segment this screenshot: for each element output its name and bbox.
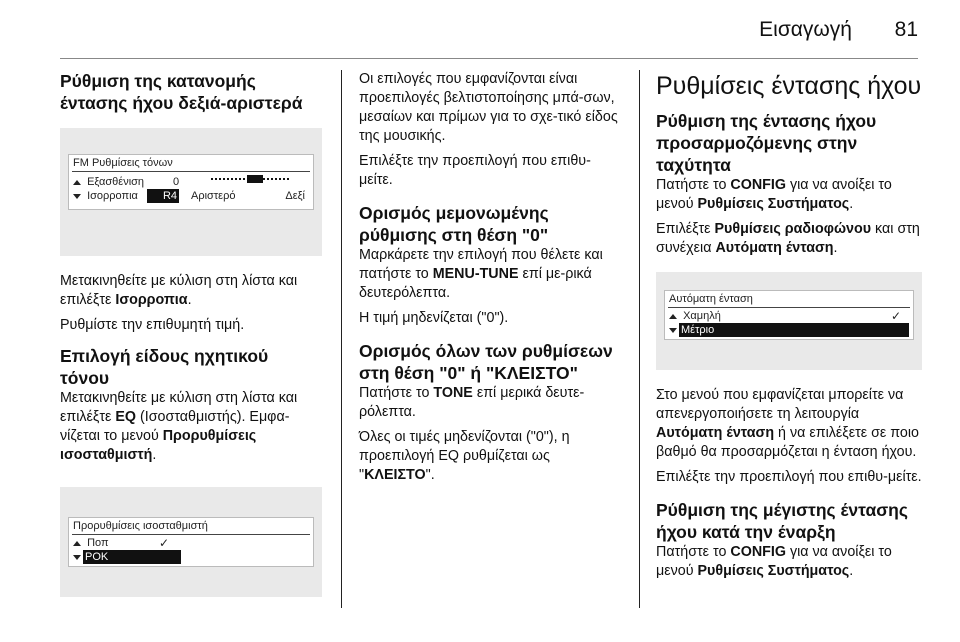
paragraph: Πατήστε το TONE επί μερικά δευτε-ρόλεπτα. bbox=[359, 385, 585, 420]
heading-custom-reset: Ορισμός μεμονωμένης ρύθμισης στη θέση "0" bbox=[359, 203, 549, 245]
paragraph: Οι επιλογές που εμφανίζονται είναι προεπιλογές βελτιστοποίησης μπά-σων, μεσαίων και πρίμων για το σχε-τικό είδος της μουσικής. bbox=[359, 71, 618, 144]
arrow-up-icon bbox=[73, 180, 81, 185]
screen-illustration-eq bbox=[60, 487, 322, 597]
balance-marker bbox=[247, 175, 263, 183]
balance-value: R4 bbox=[147, 189, 179, 203]
fader-label: Εξασθένιση bbox=[87, 176, 145, 188]
heading-eq: Επιλογή είδους ηχητικού τόνου bbox=[60, 346, 269, 388]
list-item-label-selected: Μέτριο bbox=[679, 323, 909, 337]
paragraph: Η τιμή μηδενίζεται ("0"). bbox=[359, 310, 509, 326]
arrow-down-icon bbox=[73, 194, 81, 199]
list-item-label-selected: ΡΟΚ bbox=[83, 550, 181, 564]
paragraph: Επιλέξτε την προεπιλογή που επιθυ-μείτε. bbox=[359, 153, 591, 188]
heading-balance: Ρύθμιση της κατανομής έντασης ήχου δεξιά-αριστερά bbox=[60, 71, 303, 113]
list-item-label: Ποπ bbox=[87, 537, 109, 549]
tone-settings-screen bbox=[68, 154, 314, 210]
arrow-down-icon bbox=[73, 555, 81, 560]
list-item bbox=[73, 550, 309, 564]
list-item bbox=[73, 536, 309, 550]
paragraph: Στο μενού που εμφανίζεται μπορείτε να απενεργοποιήσετε τη λειτουργία Αυτόματη ένταση ή να επιλέξετε σε ποιο βαθμό θα προσαρμόζεται η ένταση ήχου. bbox=[656, 387, 919, 460]
section-title: Ρυθμίσεις έντασης ήχου bbox=[656, 72, 922, 100]
screen-illustration-tone bbox=[60, 128, 322, 256]
column-2 bbox=[359, 70, 621, 491]
list-item-label: Χαμηλή bbox=[683, 310, 721, 322]
heading-all-reset: Ορισμός όλων των ρυθμίσεων στη θέση "0" ή "ΚΛΕΙΣΤΟ" bbox=[359, 341, 613, 383]
fader-value: 0 bbox=[173, 176, 180, 188]
page-header bbox=[0, 18, 960, 48]
screen-title: FM Ρυθμίσεις τόνων bbox=[73, 157, 173, 169]
fader-row bbox=[73, 175, 309, 189]
column-1 bbox=[60, 70, 322, 613]
balance-label: Ισορροπια bbox=[87, 190, 138, 202]
auto-volume-screen bbox=[664, 290, 914, 340]
paragraph: Ρυθμίστε την επιθυμητή τιμή. bbox=[60, 317, 245, 333]
column-divider bbox=[341, 70, 342, 608]
screen-divider bbox=[72, 534, 310, 535]
arrow-up-icon bbox=[669, 314, 677, 319]
heading-max-volume: Ρύθμιση της μέγιστης έντασης ήχου κατά την έναρξη bbox=[656, 500, 908, 542]
screen-divider bbox=[72, 171, 310, 172]
header-title: Εισαγωγή bbox=[759, 18, 852, 41]
paragraph: Πατήστε το CONFIG για να ανοίξει το μενού Ρυθμίσεις Συστήματος. bbox=[656, 544, 892, 579]
paragraph: Όλες οι τιμές μηδενίζονται ("0"), η προεπιλογή EQ ρυθμίζεται ως "ΚΛΕΙΣΤΟ". bbox=[359, 429, 570, 483]
checkmark-icon: ✓ bbox=[890, 309, 901, 323]
arrow-up-icon bbox=[73, 541, 81, 546]
list-item bbox=[669, 309, 909, 323]
screen-illustration-autovolume bbox=[656, 272, 922, 370]
heading-speed-volume: Ρύθμιση της έντασης ήχου προσαρμοζόμενης στην ταχύτητα bbox=[656, 111, 877, 175]
checkmark-icon: ✓ bbox=[158, 536, 169, 550]
page-number: 81 bbox=[894, 18, 918, 41]
eq-presets-screen bbox=[68, 517, 314, 567]
balance-row bbox=[73, 189, 309, 203]
arrow-down-icon bbox=[669, 328, 677, 333]
screen-title: Προρυθμίσεις ισοσταθμιστή bbox=[73, 520, 208, 532]
column-3 bbox=[656, 70, 922, 587]
paragraph: Επιλέξτε την προεπιλογή που επιθυ-μείτε. bbox=[656, 469, 922, 485]
screen-divider bbox=[668, 307, 910, 308]
header-divider bbox=[60, 58, 918, 59]
column-divider bbox=[639, 70, 640, 608]
screen-title: Αυτόματη ένταση bbox=[669, 293, 753, 305]
paragraph: Μετακινηθείτε με κύλιση στη λίστα και επιλέξτε EQ (Ισοσταθμιστής). Εμφα-νίζεται το μενού Προρυθμίσεις ισοσταθμιστή. bbox=[60, 390, 298, 463]
list-item bbox=[669, 323, 909, 337]
balance-right-label: Δεξί bbox=[285, 190, 305, 202]
paragraph: Μαρκάρετε την επιλογή που θέλετε και πατήστε το MENU-TUNE επί με-ρικά δευτερόλεπτα. bbox=[359, 247, 603, 301]
paragraph: Πατήστε το CONFIG για να ανοίξει το μενού Ρυθμίσεις Συστήματος. bbox=[656, 177, 892, 212]
paragraph: Μετακινηθείτε με κύλιση στη λίστα και επιλέξτε Ισορροπια. bbox=[60, 273, 298, 308]
paragraph: Επιλέξτε Ρυθμίσεις ραδιοφώνου και στη συνέχεια Αυτόματη ένταση. bbox=[656, 221, 920, 256]
balance-left-label: Αριστερό bbox=[191, 190, 236, 202]
